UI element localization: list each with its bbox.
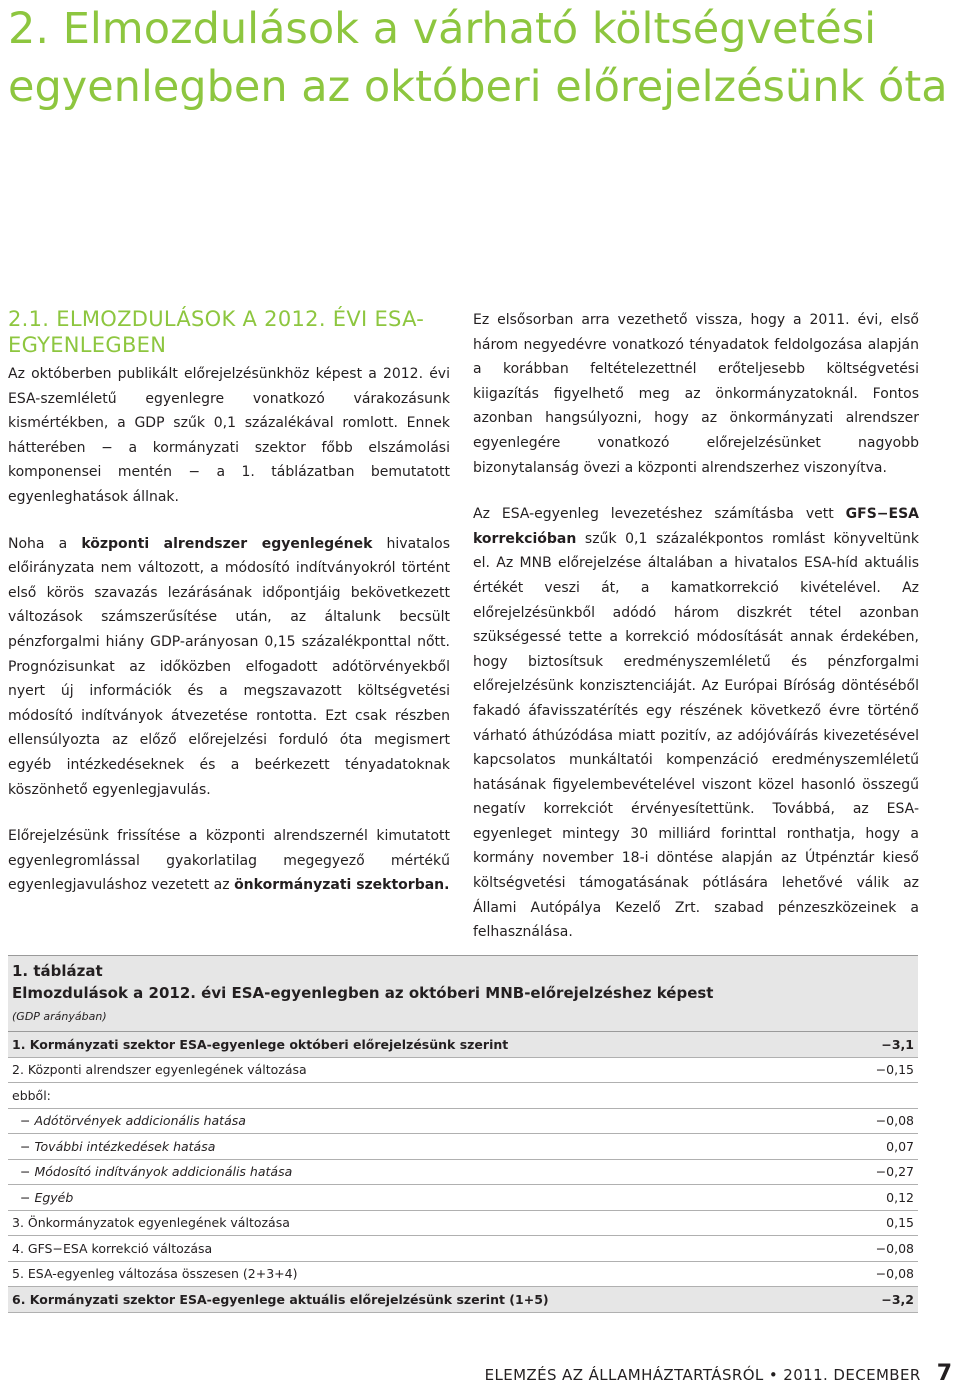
paragraph: Ez elsősorban arra vezethető vissza, hogy a 2011. évi, első három negyedévre vonatkozó tényadatok feldolgozása alapján a korábban feltételezettnél erőteljesebb költségvetési kiigazítás figyelhető meg az önkormányzatoknál. Fontos azonban hangsúlyozni, hogy az önkormányzati alrendszer egyenlegére vonatkozó előrejelzésünket nagyobb bizonytalanság övezi a központi alrendszerhez viszonyítva. <box>473 312 919 476</box>
table-number: 1. táblázat <box>12 962 103 980</box>
table-row: 5. ESA-egyenleg változása összesen (2+3+4) −0,08 <box>8 1262 918 1288</box>
section-title: 2.1. ELMOZDULÁSOK A 2012. ÉVI ESA-EGYENLEGBEN <box>8 307 425 357</box>
publication-name: ELEMZÉS AZ ÁLLAMHÁZTARTÁSRÓL <box>484 1366 764 1384</box>
paragraph: Előrejelzésünk frissítése a központi alrendszernél kimutatott egyenlegromlással gyakorlatilag megegyező mértékű egyenlegjavuláshoz vezetett az önkormányzati szektorban. <box>8 828 450 894</box>
table-row: 6. Kormányzati szektor ESA-egyenlege aktuális előrejelzésünk szerint (1+5) −3,2 <box>8 1287 918 1313</box>
table-1 <box>8 955 918 1313</box>
table-row: − Módosító indítványok addicionális hatása −0,27 <box>8 1160 918 1186</box>
paragraph: Az októberben publikált előrejelzésünkhöz képest a 2012. évi ESA-szemléletű egyenlegre vonatkozó várakozásunk kismértékben, a GDP szűk 0,1 százalékával romlott. Ennek hátterében − a kormányzati szektor főbb elszámolási komponensei mentén − a 1. táblázatban bemutatott egyenleghatások állnak. <box>8 366 450 505</box>
bold-term: GFS−ESA korrekcióban <box>473 506 919 547</box>
paragraph: Az ESA-egyenleg levezetéshez számításba vett GFS−ESA korrekcióban szűk 0,1 százalékpontos romlást könyveltünk el. Az MNB előrejelzése általában a hivatalos ESA-híd aktuális értékét veszi át, a kamatkorrekció kivételével. Az előrejelzésünkből adódó három diszkrét tétel azonban szükségessé tette a korrekció módosítását annak érdekében, hogy biztosítsuk eredményszemléletű és pénzforgalmi előrejelzésünk konzisztenciáját. Az Európai Bíróság döntéséből fakadó áfavisszatérítés egy részének következő évre történő várható áthúzódása miatt pozitív, az adójóváírás kivezetésével kapcsolatos munkáltatói kompenzáció eredményszemléletű hatásának figyelembevételével viszont közel hasonló összegű negatív korrekciót érvényesítettünk. Továbbá, az ESA-egyenleget mintegy 30 milliárd forinttal ronthatja, hogy a kormány november 18-i döntése alapján az Útpénztár kieső költségvetési támogatásának pótlására lehetővé válik az Állami Autópálya Kezelő Zrt. szabad pénzeszközeinek a felhasználása. <box>473 506 919 941</box>
table-row: − Adótörvények addicionális hatása −0,08 <box>8 1109 918 1135</box>
right-column <box>473 308 919 967</box>
bold-term: központi alrendszer egyenlegének <box>81 535 373 552</box>
table-row: 4. GFS−ESA korrekció változása −0,08 <box>8 1236 918 1262</box>
table-header <box>8 955 918 1032</box>
table-unit: (GDP arányában) <box>12 1010 107 1023</box>
chapter-title: 2. Elmozdulások a várható költségvetési egyenlegben az októberi előrejelzésünk óta <box>8 4 948 112</box>
table-row: − Egyéb 0,12 <box>8 1185 918 1211</box>
table-title: Elmozdulások a 2012. évi ESA-egyenlegben az októberi MNB-előrejelzéshez képest <box>12 984 714 1002</box>
paragraph: Noha a központi alrendszer egyenlegének hivatalos előirányzata nem változott, a módosító indítványokról történt első körös szavazás lezárásának időpontjáig bekövetkezett változások számszerűsítése után, az általunk becsült pénzforgalmi hiány GDP-arányosan 0,15 százalékponttal nőtt. Prognózisunkat az időközben elfogadott adótörvényekből nyert új információk és a megszavazott költségvetési módosító indítványok átvezetése rontotta. Ezt csak részben ellensúlyozta az előző előrejelzési forduló óta megismert egyéb intézkedéseknek és a beérkezett tényadatoknak köszönhető egyenlegjavulás. <box>8 535 450 798</box>
page-footer <box>485 1360 952 1389</box>
table-row: 3. Önkormányzatok egyenlegének változása 0,15 <box>8 1211 918 1237</box>
left-column <box>8 362 450 920</box>
table-row: 2. Központi alrendszer egyenlegének változása −0,15 <box>8 1058 918 1084</box>
table-row: ebből: <box>8 1083 918 1109</box>
publication-date: 2011. DECEMBER <box>783 1366 921 1384</box>
table-row: − További intézkedések hatása 0,07 <box>8 1134 918 1160</box>
bold-term: önkormányzati szektorban. <box>234 877 450 894</box>
footer-separator: • <box>768 1366 779 1384</box>
table-row: 1. Kormányzati szektor ESA-egyenlege októberi előrejelzésünk szerint −3,1 <box>8 1032 918 1058</box>
page-number: 7 <box>936 1361 952 1386</box>
